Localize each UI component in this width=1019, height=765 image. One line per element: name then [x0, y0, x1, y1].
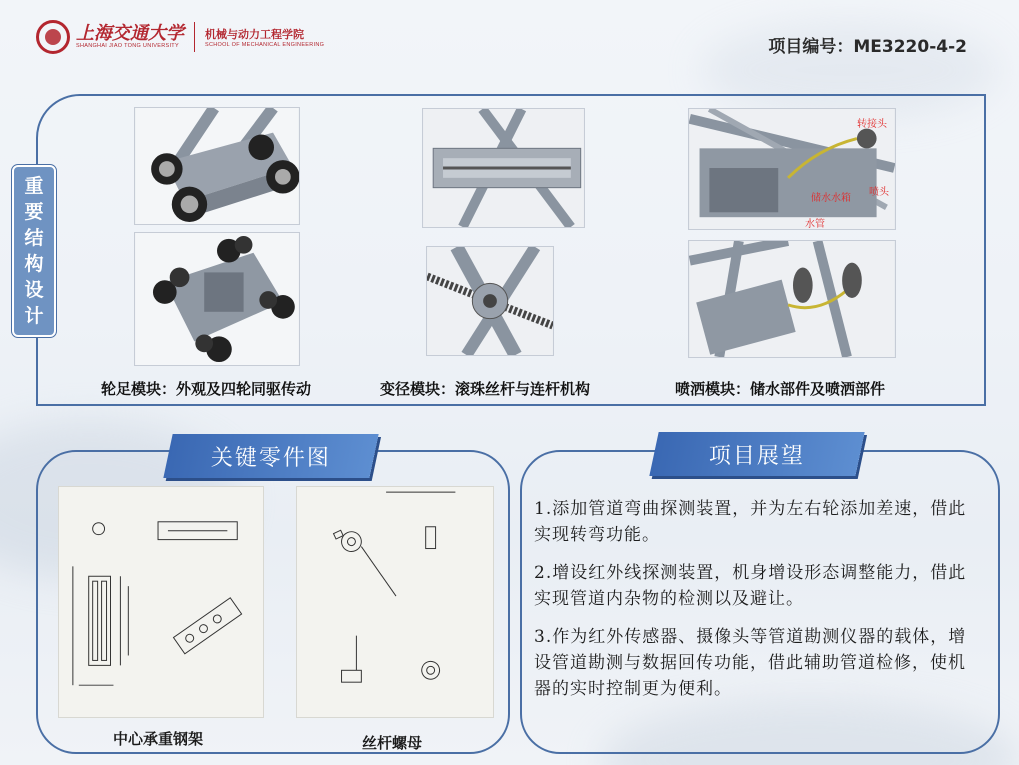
side-title-char: 设 [24, 279, 44, 301]
spray-label-tank: 储水水箱 [811, 193, 851, 204]
spray-module-caption: 喷洒模块：储水部件及喷洒部件 [675, 380, 886, 398]
spray-module-tank-image [688, 108, 896, 230]
structure-side-title [12, 165, 56, 337]
wheel-module-drive-image [134, 232, 300, 366]
outlook-item: 1.添加管道弯曲探测装置，并为左右轮添加差速，借此实现转弯功能。 [534, 499, 967, 545]
screw-nut-drawing [296, 486, 494, 718]
reducing-module-linkage-image [422, 108, 585, 228]
spray-module-nozzle-image [688, 240, 896, 358]
side-title-char: 重 [24, 175, 44, 197]
outlook-item: 3.作为红外传感器、摄像头等管道勘测仪器的载体，增设管道勘测与数据回传功能，借此辅助管道检修，使机器的实时控制更为便利。 [534, 627, 967, 699]
dept-name-cn: 机械与动力工程学院 [205, 29, 304, 41]
spray-label-hose: 水管 [805, 219, 825, 230]
school-name-en: SHANGHAI JIAO TONG UNIVERSITY [76, 43, 179, 49]
project-id: 项目编号：ME3220-4-2 [768, 37, 967, 57]
reducing-module-ballscrew-image [426, 246, 554, 356]
screw-nut-caption: 丝杆螺母 [362, 734, 423, 752]
dept-name-en: SCHOOL OF MECHANICAL ENGINEERING [205, 42, 325, 48]
wheel-module-exterior-image [134, 107, 300, 225]
outlook-title: 项目展望 [708, 443, 805, 469]
side-title-char: 要 [24, 201, 44, 223]
logo-divider [194, 22, 195, 52]
center-frame-drawing [58, 486, 264, 718]
wheel-module-caption: 轮足模块：外观及四轮同驱传动 [101, 380, 312, 398]
side-title-char: 构 [24, 253, 44, 275]
key-parts-banner [163, 434, 378, 478]
center-frame-caption: 中心承重钢架 [113, 730, 204, 748]
university-logo [36, 20, 324, 54]
outlook-banner [649, 432, 864, 476]
reducing-module-caption: 变径模块：滚珠丝杆与连杆机构 [380, 380, 591, 398]
key-parts-title: 关键零件图 [210, 445, 331, 471]
outlook-item: 2.增设红外线探测装置，机身增设形态调整能力，借此实现管道内杂物的检测以及避让。 [534, 563, 967, 609]
school-name-cn: 上海交通大学 [76, 23, 184, 44]
side-title-char: 结 [24, 227, 44, 249]
outlook-list [534, 496, 970, 714]
spray-label-nozzle: 喷头 [869, 187, 889, 198]
spray-label-adapter: 转接头 [857, 119, 887, 130]
university-seal-icon [36, 20, 70, 54]
side-title-char: 计 [24, 305, 44, 327]
